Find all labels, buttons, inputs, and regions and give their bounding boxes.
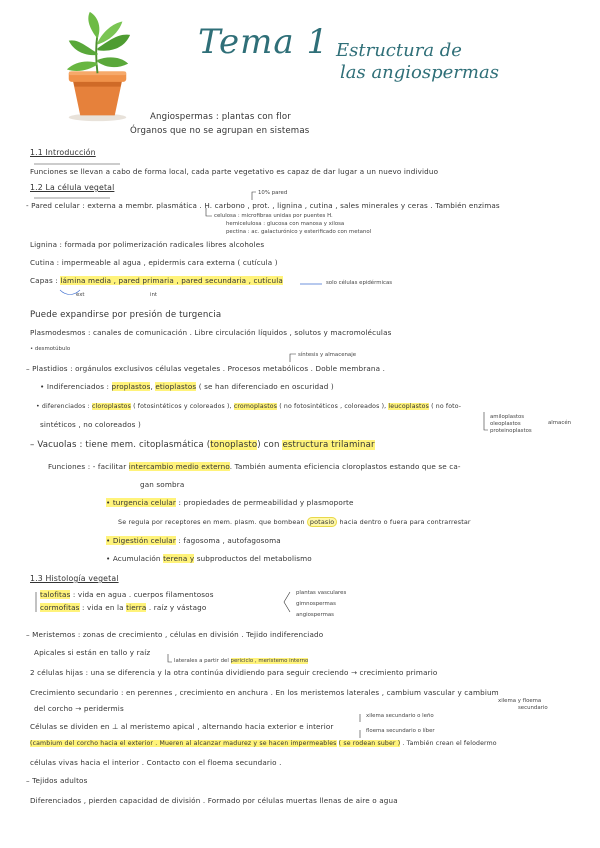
diferenciados-adultos: Diferenciados , pierden capacidad de división . Formado por células muertas llenas de aire o agua — [30, 796, 398, 805]
celulas-dividen: Células se dividen en ⊥ al meristemo apical , alternando hacia exterior e interior — [30, 722, 334, 731]
intro-line-1: Angiospermas : plantas con flor — [150, 112, 291, 122]
page-title: Tema 1 — [198, 22, 330, 62]
corcho: del corcho → peridermis — [34, 704, 124, 713]
crecimiento-secundario: Crecimiento secundario : en perennes , crecimiento en anchura . En los meristemos laterales , cambium vascular y cambium — [30, 688, 499, 697]
celulas-vivas: células vivas hacia el interior . Contacto con el floema secundario . — [30, 758, 282, 767]
acumulacion — [106, 554, 312, 563]
section-heading-1-1: 1.1 Introducción — [30, 148, 96, 157]
acum-hl: terena y — [163, 554, 195, 563]
vacuolas-prefix: – Vacuolas : tiene mem. citoplasmática ( — [30, 440, 211, 450]
potted-plant-icon — [40, 10, 155, 125]
dif-hl3: leucoplastos — [388, 403, 429, 410]
apical-note-1: xilema secundario o leño — [366, 713, 434, 719]
funciones-suffix: . También aumenta eficiencia cloroplastos estando que se ca- — [229, 462, 461, 471]
funciones-prefix: Funciones : - facilitar — [48, 462, 127, 471]
plastidios-arrow — [290, 354, 296, 362]
dif-mid1: ( fotosintéticos y coloreados ), — [133, 403, 232, 410]
talofitas-hl: talofitas — [40, 590, 71, 599]
plasmodesmos: Plasmodesmos : canales de comunicación . Libre circulación líquidos , solutos y macromoléculas — [30, 328, 392, 337]
subtitle-line-1: Estructura de — [336, 40, 462, 61]
apicales: Apicales si están en tallo y raíz — [34, 648, 151, 657]
acum-prefix: • Acumulación — [106, 554, 161, 563]
subtitle-line-2: las angiospermas — [340, 62, 499, 83]
pared-note-pectina: pectina : ac. galacturónico y esterificado con metanol — [226, 229, 372, 235]
vacuolas-mid: ) con — [257, 440, 280, 450]
section-heading-1-3: 1.3 Histología vegetal — [30, 574, 119, 583]
leuco-note-amiloplastos: amiloplastos — [490, 414, 525, 420]
group-plantas-vasculares: plantas vasculares — [296, 590, 347, 596]
apicales-note-hl: periciclo , meristemo interno — [230, 658, 309, 664]
apicales-arrow — [168, 654, 172, 662]
group-angiospermas: angiospermas — [296, 612, 334, 618]
indif-hl1: proplastos — [111, 382, 151, 391]
pared-expand: Puede expandirse por presión de turgencia — [30, 310, 222, 320]
secundario-note-2: secundario — [518, 705, 548, 711]
indif-hl2: etioplastos — [155, 382, 197, 391]
indiferenciados: • Indiferenciados : proplastos, etioplastos ( se han diferenciado en oscuridad ) — [40, 382, 334, 391]
leuco-note-almacen: almacén — [548, 420, 572, 426]
plastidios-note: síntesis y almacenaje — [298, 352, 357, 358]
apicales-note-text: laterales a partir del — [174, 658, 229, 664]
pared-note-celulosa: celulosa : microfibras unidas por puentes H. — [214, 213, 333, 219]
apicales-note — [174, 658, 308, 664]
talofitas-suffix: : vida en agua . cuerpos filamentosos — [72, 590, 214, 599]
pared-arrow-top — [252, 192, 256, 200]
cormofitas-suffix: . raíz y vástago — [148, 603, 207, 612]
pared-note-top: 10% pared — [258, 190, 288, 196]
turgencia-hl: • turgencia celular — [106, 498, 177, 507]
capas-ext: ext — [76, 292, 85, 298]
capas-int: int — [150, 292, 158, 298]
plastidios: – Plastidios : orgánulos exclusivos células vegetales . Procesos metabólicos . Doble membrana . — [26, 364, 386, 373]
funciones-line-2: gan sombra — [140, 480, 185, 489]
cormofitas-hl: cormofitas — [40, 603, 80, 612]
cutina: Cutina : impermeable al agua , epidermis cara externa ( cutícula ) — [30, 258, 278, 267]
group-bracket — [284, 592, 290, 612]
indif-prefix: • Indiferenciados : — [40, 382, 110, 391]
dif-hl1: cloroplastos — [91, 403, 131, 410]
cormofitas — [40, 603, 206, 612]
capas-highlight: lámina media , pared primaria , pared secundaria , cutícula — [60, 276, 283, 285]
funciones — [48, 462, 461, 471]
pared-celular: - Pared celular : externa a membr. plasmática . H. carbono , prot. , lignina , cutina , sales minerales y ceras . También enzimas — [26, 201, 500, 210]
secundario-note-1: xilema y floema — [498, 698, 542, 704]
pared-note-hemicelulosa: hemicelulosa : glucosa con manosa y xilosa — [226, 221, 345, 227]
cambium-suffix: . También crean el felodermo — [402, 740, 497, 747]
cambium-hl1: (cambium del corcho hacia el exterior . Mueren al alcanzar madurez y se hacen impermeables — [30, 740, 337, 747]
intro-line-2: Órganos que no se agrupan en sistemas — [130, 126, 310, 136]
digestion-hl: • Digestión celular — [106, 536, 176, 545]
dif-end: ( no foto- — [431, 403, 462, 410]
cormofitas-mid: : vida en la — [82, 603, 124, 612]
turgencia-suffix: : propiedades de permeabilidad y plasmoporte — [178, 498, 354, 507]
dif-mid2: ( no fotosintéticos , coloreados ), — [279, 403, 387, 410]
dif-hl2: cromoplastos — [233, 403, 278, 410]
vacuolas-hl1: tonoplasto — [210, 440, 258, 450]
leuco-note-proteinoplastos: proteinoplastos — [490, 428, 532, 434]
leuco-note-oleoplastos: oleoplastos — [490, 421, 521, 427]
capas — [30, 276, 283, 285]
celulas-hijas: 2 células hijas : una se diferencia y la otra continúa dividiendo para seguir creciendo → crecimiento primario — [30, 668, 438, 677]
leuco-bracket — [484, 412, 488, 430]
apical-note-2: floema secundario o líber — [366, 728, 435, 734]
regula-suffix: hacia dentro o fuera para contrarrestar — [339, 518, 471, 526]
vacuolas — [30, 440, 375, 450]
digestion-suffix: : fagosoma , autofagosoma — [178, 536, 281, 545]
group-gimnospermas: gimnospermas — [296, 601, 336, 607]
talofitas — [40, 590, 214, 599]
page-subtitle — [336, 40, 536, 84]
cambium-corcho — [30, 740, 497, 747]
cambium-hl2: ( se rodean suber ) — [338, 740, 401, 747]
tejidos-adultos: – Tejidos adultos — [26, 776, 88, 785]
lignina: Lignina : formada por polimerización radicales libres alcoholes — [30, 240, 265, 249]
vacuolas-hl2: estructura trilaminar — [282, 440, 375, 450]
diferenciados — [36, 403, 461, 410]
intro-functions: Funciones se llevan a cabo de forma local, cada parte vegetativo es capaz de dar lugar a un nuevo individuo — [30, 167, 439, 176]
turgencia — [106, 498, 354, 507]
section-heading-1-2: 1.2 La célula vegetal — [30, 183, 115, 192]
regula — [118, 518, 471, 526]
desmotubulo: • desmotúbulo — [30, 346, 71, 352]
regula-prefix: Se regula por receptores en mem. plasm. que bombean — [118, 518, 305, 526]
regula-hl: potasio — [307, 517, 337, 527]
acum-suffix: subproductos del metabolismo — [196, 554, 312, 563]
funciones-hl: intercambio medio externo — [128, 462, 230, 471]
capas-note: solo células epidérmicas — [326, 280, 393, 286]
diferenciados-line-2: sintéticos , no coloreados ) — [40, 420, 141, 429]
meristemos: – Meristemos : zonas de crecimiento , células en división . Tejido indiferenciado — [26, 630, 324, 639]
cormofitas-hl2: tierra — [126, 603, 147, 612]
digestion — [106, 536, 281, 545]
dif-prefix: • diferenciados : — [36, 403, 90, 410]
capas-prefix: Capas : — [30, 276, 58, 285]
indif-suffix: ( se han diferenciado en oscuridad ) — [198, 382, 334, 391]
